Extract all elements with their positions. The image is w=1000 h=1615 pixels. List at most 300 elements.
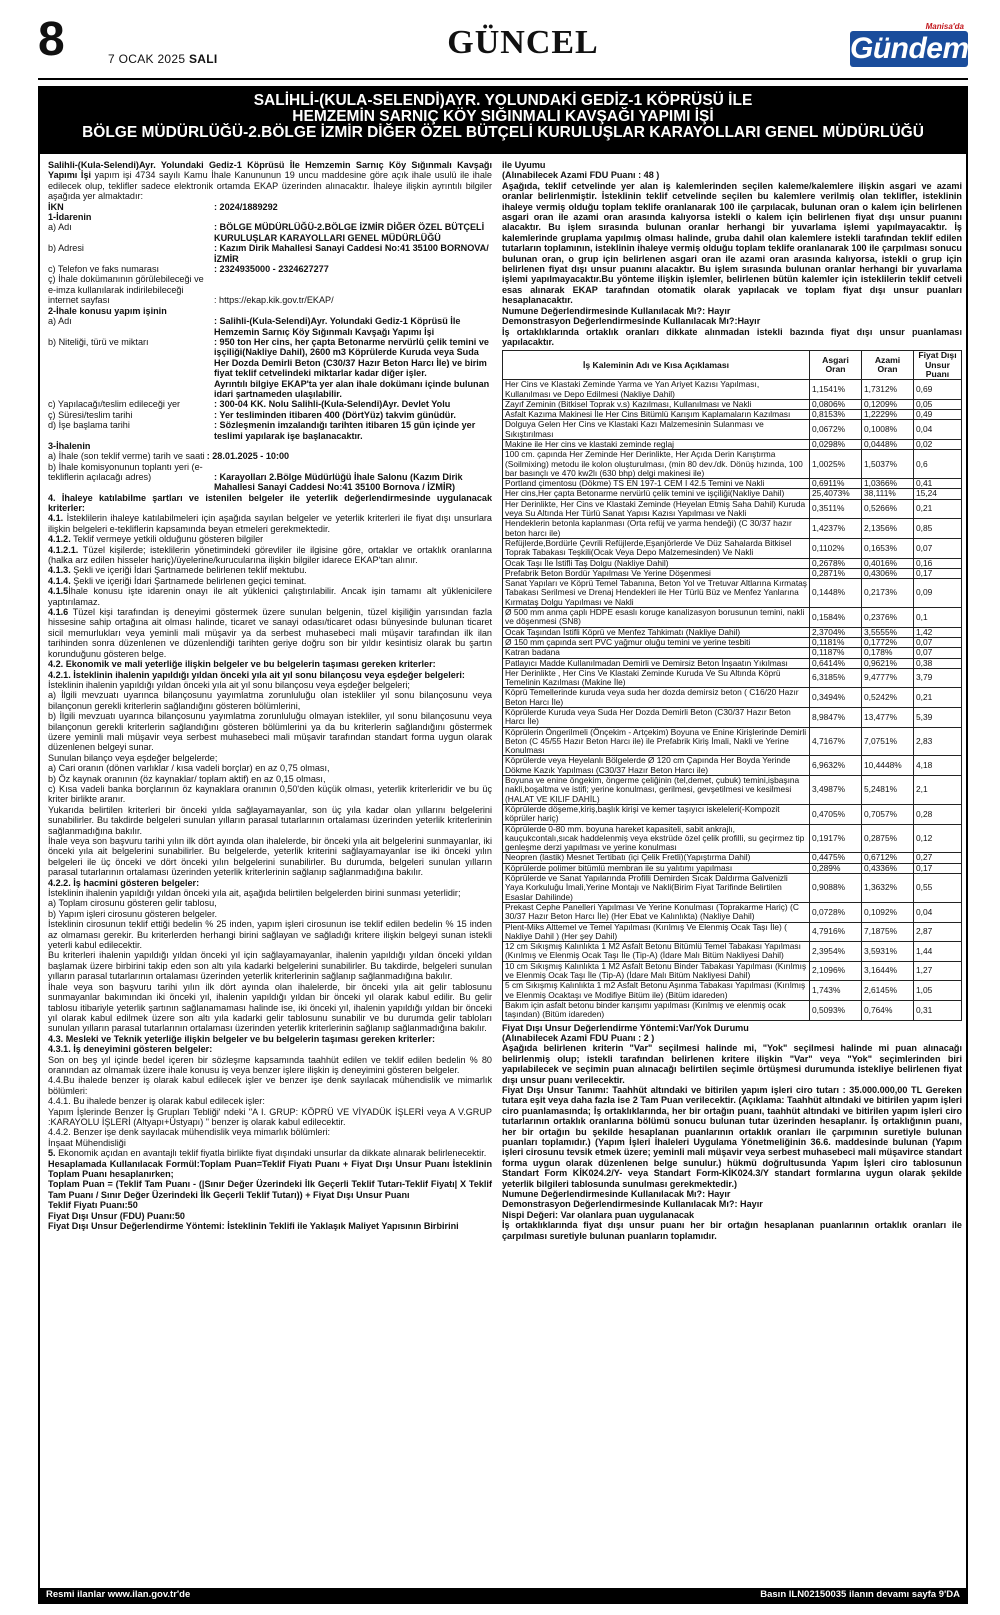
cell-pts: 1,05 [914,981,962,1001]
cell-pts: 0,6 [914,450,962,479]
table-row [503,1000,962,1020]
table-row [503,708,962,728]
cell-pts: 0,17 [914,863,962,873]
p-4-1-4 [48,576,492,586]
cell-min: 0,1187% [810,648,862,658]
table-row [503,420,962,440]
title-line-1: SALİHLİ-(KULA-SELENDİ)AYR. YOLUNDAKİ GEDİZ-1 KÖPRÜSÜ İLE [253,92,753,109]
r-11: Numune Değerlendirmesinde Kullanılacak Mı?: Hayır [502,1189,731,1199]
table-row [503,489,962,499]
masthead [38,14,968,76]
cell-min: 0,3511% [810,499,862,519]
s2a-value: : Salihli-(Kula-Selendi)Ayr. Yolundaki Gediz-1 Köprüsü İle Hemzemin Sarnıç Köy Sığınmalı Kavşağı Yapımı İşi [214,316,461,337]
left-column [48,160,492,1231]
cell-min: 0,6414% [810,658,862,668]
cell-max: 38,111% [862,489,914,499]
p-4-1-4-text: Şekli ve içeriği İdari Şartnamede belirlenen geçici teminat. [70,575,307,586]
cell-desc: Plent-Miks Alttemel ve Temel Yapılması (Kırılmış Ve Elenmiş Ocak Taşı İle) ( Nakliye Dahil ) (Her şey Dahil) [503,922,810,942]
cell-desc: Ø 150 mm çapında sert PVC yağmur oluğu temini ve yerine tesbiti [503,637,810,647]
cell-min: 1,743% [810,981,862,1001]
cell-pts: 0,41 [914,479,962,489]
cell-pts: 0,55 [914,874,962,903]
cell-min: 1,1541% [810,380,862,400]
cell-min: 0,289% [810,863,862,873]
s2c-row [48,399,492,409]
cell-max: 3,5931% [862,942,914,962]
r-9: Aşağıda belirlenen kriterin "Var" seçilmesi halinde mi, "Yok" seçilmesi halinde mi puan alınacağı belirlenmiş olup; istekli tarafından belirlenen kritere ilişkin "Var" veya "Yok" seçimlerinden biri yapılabilecek ve seçimin puan alınacağı belirtilen seçimle örtüşmesi durumunda istekliye belirlenen fiyat dışı unsur puanı verilecektir. [502,1043,962,1085]
p-4-4: 4.4.Bu ihalede benzer iş olarak kabul edilecek işler ve benzer işe denk sayılacak mühendislik ve mimarlık bölümleri: [48,1075,492,1096]
cell-min: 3,4987% [810,776,862,805]
cell-pts: 0,05 [914,399,962,409]
cell-min: 0,1448% [810,579,862,608]
tender-ad [38,86,968,1604]
s3a-label: a) İhale (son teklif verme) tarih ve saati [48,451,205,462]
s3b-label: b) İhale komisyonunun toplantı yeri (e-tekliflerin açılacağı adres) [48,461,203,483]
p-5-c: Teklif Fiyatı Puanı:50 [48,1200,138,1211]
cell-pts: 0,16 [914,558,962,568]
title-line-3: BÖLGE MÜDÜRLÜĞÜ-2.BÖLGE İZMİR DİĞER ÖZEL BÜTÇELİ KURULUŞLAR KARAYOLLARI GENEL MÜDÜRLÜĞÜ [82,124,924,141]
table-row [503,380,962,400]
cell-pts: 5,39 [914,708,962,728]
cell-max: 0,4336% [862,863,914,873]
section-3-head: 3-İhalenin [48,440,91,451]
cell-min: 1,4237% [810,519,862,539]
brand-logo [850,22,968,68]
cell-max: 5,2481% [862,776,914,805]
r-7: Fiyat Dışı Unsur Değerlendirme Yöntemi:Var/Yok Durumu [502,1022,749,1033]
p-4-2-1-a: İsteklinin ihalenin yapıldığı yıldan önceki yıla ait yıl sonu bilançosu veya eşdeğer belgeleri; [48,679,410,690]
s1a-label: a) Adı [48,222,72,233]
cell-max: 7,0751% [862,727,914,756]
s3b-row [48,462,492,493]
r-2: (Alınabilecek Azami FDU Puanı : 48 ) [502,170,660,181]
cell-min: 0,3494% [810,688,862,708]
s3a-row [48,451,492,461]
cell-pts: 0,07 [914,538,962,558]
p-4-4-1-b: Yapım İşlerinde Benzer İş Grupları Tebliği' ndeki "A I. GRUP: KÖPRÜ VE VİYADÜK İŞLERİ veya A V.GRUP :KARAYOLU İŞLERİ (Altyapı+Üstyapı) " benzer iş olarak kabul edilecektir. [48,1106,492,1127]
cell-max: 2,1356% [862,519,914,539]
masthead-rule [38,78,968,80]
table-row [503,688,962,708]
brand-top: Manisa'da [925,22,964,31]
p-4-1-5 [48,586,492,607]
table-row [503,439,962,449]
cell-pts: 0,09 [914,579,962,608]
cell-desc: Her cins,Her çapta Betonarme nervürlü çelik temini ve işçiliği(Nakliye Dahil) [503,489,810,499]
cell-max: 3,1644% [862,961,914,981]
th-desc: İş Kaleminin Adı ve Kısa Açıklaması [503,351,810,380]
cell-max: 1,2229% [862,410,914,420]
p-4-4-1: 4.4.1. Bu ihalede benzer iş olarak kabul edilecek işler: [48,1096,265,1107]
table-row [503,558,962,568]
items-table-header [503,351,962,380]
cell-desc: Her Cins ve Klastaki Zeminde Yarma ve Yan Ariyet Kazısı Yapılması, Kullanılması ve Depo Edilmesi (Nakliye Dahil) [503,380,810,400]
table-row [503,756,962,776]
s1b-label: b) Adresi [48,243,84,254]
p-4-1-2 [48,534,492,544]
cell-pts: 2,1 [914,776,962,805]
r-6: İş ortaklıklarında ortaklık oranları dikkate alınmadan istekli bazında fiyat dışı unsur puanlaması yapılacaktır. [502,326,962,347]
p-4-1-2-1-text: Tüzel kişilerde; isteklilerin yönetimindeki görevliler ile ilgisine göre, ortaklar ve ortaklık oranlarına (halka arz edilen hisseler hariç)/üyelerine/kurucularına ilişkin bilgiler idarece EKAP'tan alınır. [48,544,492,566]
p-4-1-6 [48,607,492,659]
cell-min: 0,0298% [810,439,862,449]
table-row [503,942,962,962]
table-row [503,804,962,824]
s2b-label: b) Niteliği, türü ve miktarı [48,336,149,347]
p-5-num: 5. [48,1148,56,1159]
cell-pts: 0,1 [914,608,962,628]
cell-min: 0,1584% [810,608,862,628]
r-10: Fiyat Dışı Unsur Tanımı: Taahhüt altındaki ve bitirilen yapım işleri ciro tutarı : 35.000.000,00 TL Gereken tutara eşit veya daha fazla ise 2 Tam Puan verilecektir. (Açıklama: Taahhüt altındaki ve bitirilen yapım işleri ciro puanlamasında; İş ortaklıklarında, her bir ortağın puanı, taahhüt altındaki ve bitirilen yapım işleri ciro tutarlarının ortaklık oranlarına bölümü sonucu bulunan tutar üzerinden hesaplanır. İş ortaklığının puanı, her bir ortağın bu şekilde hesaplanan puanlarının ortaklık oranları ile çarpımının suretiyle bulunan puanları toplamıdır.) (Yapım İşleri İhaleleri Uygulama Yönetmeliğinin 36.6. maddesinde bulunan (Yapım işleri cirosunu tevsik etmek üzere; yeminli mali müşavir veya serbest muhasebeci mali müşavirce standart forma uygun olarak düzenlenen belge sunulur.) hükmü doğrultusunda Yapım İşleri ciro tablosunun Standart Form KİK024.2/Y- veya Standart Form-KİK024.3/Y standart formlarına uygun olarak şekilde yeterlik bilgileri tablosunda sunulması gerekmektedir.) [502,1084,962,1189]
s2c2-label: ç) Süresi/teslim tarihi [48,409,133,420]
intro-bold: Salihli-(Kula-Selendi)Ayr. Yolundaki Gediz-1 Köprüsü İle Hemzemin Sarnıç Köy Sığınmalı Kavşağı Yapımı İşi [48,160,492,181]
s2b-value-2: Ayrıntılı bilgiye EKAP'ta yer alan ihale dokümanı içinde bulunan idari şartnameden ulaşılabilir. [214,378,490,399]
p-4-1-num: 4.1. [48,513,64,524]
cell-max: 0,0448% [862,439,914,449]
section-2-head: 2-İhale konusu yapım işinin [48,305,167,316]
r-1: ile Uyumu [502,160,546,170]
ikn-value: : 2024/1889292 [214,201,278,212]
cell-min: 0,2678% [810,558,862,568]
table-row [503,922,962,942]
cell-pts: 0,31 [914,1000,962,1020]
p-4-1-4-num: 4.1.4. [48,575,71,586]
issue-date [108,52,218,66]
cell-pts: 2,83 [914,727,962,756]
cell-desc: Köprülerde 0-80 mm. boyuna hareket kapasiteli, sabit ankrajlı, kauçukcontalı,sıcak haddelenmiş veya ekstrüde özel çelik profilli, su geçirmez tip genleşme derzi yapılması ve yerine konulması [503,824,810,853]
items-table [502,350,962,1020]
cell-desc: Köprülerde döşeme,kiriş,başlık kirişi ve kemer taşıyıcı iskeleleri(-Kompozit köprüler hariç) [503,804,810,824]
cell-min: 0,0672% [810,420,862,440]
cell-pts: 0,02 [914,439,962,449]
cell-desc: Dolguya Gelen Her Cins ve Klastaki Kazı Malzemesinin Sulanması ve Sıkıştırılması [503,420,810,440]
cell-min: 0,5093% [810,1000,862,1020]
cell-min: 0,0806% [810,399,862,409]
section-title: GÜNCEL [447,24,599,61]
cell-desc: 5 cm Sıkışmış Kalınlıkta 1 m2 Asfalt Betonu Aşınma Tabakası Yapılması (Kırılmış ve Elenmiş Ocaktaşı ve Modifiye Bitüm ile) (Bitüm idareden) [503,981,810,1001]
cell-desc: Zayıf Zeminin (Bitkisel Toprak v.s) Kazılması, Kullanılması ve Nakli [503,399,810,409]
table-row [503,637,962,647]
cell-min: 8,9847% [810,708,862,728]
cell-max: 1,7312% [862,380,914,400]
table-row [503,627,962,637]
cell-desc: Bakım için asfalt betonu binder karışımı yapılması (Kırılmış ve elenmiş ocak taşından) (Bitüm idareden) [503,1000,810,1020]
s3a-value: : 28.01.2025 - 10:00 [206,451,290,462]
table-row [503,981,962,1001]
s1a-value: : BÖLGE MÜDÜRLÜĞÜ-2.BÖLGE İZMİR DİĞER ÖZEL BÜTÇELİ KURULUŞLAR KARAYOLLARI GENEL MÜDÜRLÜĞÜ [214,222,485,243]
s2c-label: c) Yapılacağı/teslim edileceği yer [48,399,181,410]
cell-max: 0,1653% [862,538,914,558]
cell-min: 25,4073% [810,489,862,499]
s1a-row [48,222,492,243]
intro [48,160,492,202]
s2b-row [48,337,492,399]
p-4-2-2-c: b) Yapım işleri cirosunu gösteren belgeler. [48,908,217,919]
table-row [503,853,962,863]
cell-desc: 10 cm Sıkışmış Kalınlıkta 1 M2 Asfalt Betonu Binder Tabakası Yapılması (Kırılmış ve Elenmiş Ocak Taşı İle (Tip-A) (İdare Malı Bitüm Nakliyesi Dahil) [503,961,810,981]
cell-desc: Portland çimentosu (Dökme) TS EN 197-1 CEM I 42.5 Temini ve Nakli [503,479,810,489]
cell-min: 0,1917% [810,824,862,853]
p-5-d: Fiyat Dışı Unsur (FDU) Puanı:50 [48,1210,185,1221]
cell-max: 0,1209% [862,399,914,409]
cell-desc: Köprülerde Kuruda veya Suda Her Dozda Demirli Beton (C30/37 Hazır Beton Harcı İle) [503,708,810,728]
cell-max: 1,0366% [862,479,914,489]
cell-max: 0,1008% [862,420,914,440]
cell-desc: Ocak Taşı İle İstifli Taş Dolgu (Nakliye Dahil) [503,558,810,568]
cell-pts: 2,87 [914,922,962,942]
cell-pts: 0,69 [914,380,962,400]
p-5 [48,1148,492,1158]
cell-min: 4,7167% [810,727,862,756]
cell-desc: Köprülerin Öngerilmeli (Önçekim - Artçekim) Boyuna ve Enine Kirişlerinde Demirli Beton (C 45/55 Hazır Beton Harcı ile) ile Prefabrik Kiriş İmali, Nakli ve Yerine Konulması [503,727,810,756]
p-4-2-head: 4.2. Ekonomik ve mali yeterliğe ilişkin belgeler ve bu belgelerin taşıması gereken kriterler: [48,659,436,670]
footer-right: Basın ILN02150035 ilanın devamı sayfa 9'DA [760,1589,960,1600]
cell-pts: 0,17 [914,568,962,578]
table-row [503,658,962,668]
section-1-head: 1-İdarenin [48,212,92,223]
cell-desc: Sanat Yapıları ve Köprü Temel Tabanına, Beton Yol ve Tretuvar Altlarına Kırmataş Tabakası Serilmesi ve Drenaj Hendekleri ile Her Türlü Büz ve Menfez Yanlarına Kırmataş Dolgu Yapılması ve Nakli [503,579,810,608]
cell-max: 0,2173% [862,579,914,608]
cell-pts: 0,07 [914,637,962,647]
cell-max: 0,6712% [862,853,914,863]
cell-desc: Ø 500 mm anma çaplı HDPE esaslı koruge kanalizasyon borusunun temini, nakli ve döşenmesi (SN8) [503,608,810,628]
cell-min: 2,1096% [810,961,862,981]
table-row [503,538,962,558]
weekday-text: SALI [189,52,218,66]
cell-max: 0,2875% [862,824,914,853]
p-5-a: Hesaplamada Kullanılacak Formül:Toplam Puan=Teklif Fiyatı Puanı + Fiyat Dışı Unsur Puanı İsteklinin Toplam Puanı hesaplanırken; [48,1158,492,1179]
section-4-head: 4. İhaleye katılabilme şartları ve istenilen belgeler ile yeterlik değerlendirmesinde uygulanacak kriterler: [48,492,492,513]
table-row [503,727,962,756]
r-4: Numune Değerlendirmesinde Kullanılacak Mı?: Hayır [502,305,731,316]
s1c-row [48,264,492,274]
table-row [503,399,962,409]
p-4-1-2-num: 4.1.2. [48,534,71,545]
r-5: Demonstrasyon Değerlendirmesinde Kullanılacak Mı?:Hayır [502,316,761,327]
cell-max: 3,5555% [862,627,914,637]
r-8: (Alınabilecek Azami FDU Puanı : 2 ) [502,1032,655,1043]
cell-max: 1,3632% [862,874,914,903]
p-4-2-2-e: Bu kriterleri ihalenin yapıldığı yıldan önceki yıl için sağlayamayanlar, ihalenin yapıldığı yıldan önceki yıldan başlamak üzere birbirini takip eden son altı yıla kadarki belgelerini sunabilirler. Bu takdirde, belgeleri sunulan yılların parasal tutarlarının ortalaması üzerinden yeterlik kriterlerinin sağlanıp sağlanmadığına bakılır. [48,950,492,982]
table-row [503,499,962,519]
cell-max: 0,178% [862,648,914,658]
cell-desc: Makine ile Her cins ve klastaki zeminde reglaj [503,439,810,449]
cell-desc: Her Derinlikte , Her Cins Ve Klastaki Zeminde Kuruda Ve Su Altında Köprü Temelinin Kazılması (Makine İle) [503,668,810,688]
p-4-3-head: 4.3. Mesleki ve Teknik yeterliğe ilişkin belgeler ve bu belgelerin taşıması gereken kriterler: [48,1033,436,1044]
p-4-1-6-num: 4.1.6 [48,607,69,618]
cell-pts: 0,49 [914,410,962,420]
cell-max: 0,5242% [862,688,914,708]
cell-pts: 0,04 [914,420,962,440]
cell-pts: 1,44 [914,942,962,962]
ikn-row [48,202,492,212]
s1b-row [48,243,492,264]
cell-min: 0,2871% [810,568,862,578]
cell-desc: 100 cm. çapında Her Zeminde Her Derinlikte, Her Açıda Derin Karıştırma (Soilmixing) metodu ile kolon oluşturulması, (min 80 dev./dk. Dönüş hızında, 100 bar basınçlı ve 470 kw2lı (630 bhp) delgi makinesi ile) [503,450,810,479]
cell-pts: 3,79 [914,668,962,688]
r-12: Demonstrasyon Değerlendirmesinde Kullanılacak Mı?: Hayır [502,1199,763,1210]
r-13: Nispi Değeri: Var olanlara puan uygulanacak [502,1209,695,1220]
p-4-2-2-head: 4.2.2. İş hacmini gösteren belgeler: [48,877,200,888]
cell-desc: Prekast Cephe Panelleri Yapılması Ve Yerine Konulması (Toprakarme Hariç) (C 30/37 Hazır Beton Harcı İle) (Her Ebat ve Kalınlıkta) (Nakliye Dahil) [503,902,810,922]
s2c2-row [48,410,492,420]
cell-max: 7,1875% [862,922,914,942]
cell-max: 10,4448% [862,756,914,776]
cell-max: 0,1772% [862,637,914,647]
p-4-1-3-text: Şekli ve içeriği İdari Şartnamede belirlenen teklif mektubu. [70,565,307,576]
r-14: İş ortaklıklarında fiyat dışı unsur puanı her bir ortağın hesaplanan puanlarının ortaklık oranları ile çarpılması suretiyle bulunan puanların toplamıdır. [502,1220,962,1241]
cell-desc: Köprülerde veya Heyelanlı Bölgelerde Ø 120 cm Çapında Her Boyda Yerinde Dökme Kazık Yapılması (C30/37 Hazır Beton Harcı ile) [503,756,810,776]
p-4-1-5-text: İhale konusu işte idarenin onayı ile alt yüklenici çalıştırılabilir. Ancak işin tamamı alt yüklenicilere yaptırılamaz. [48,586,492,607]
th-max: Azami Oran [862,351,914,380]
s2d-value: : Sözleşmenin imzalandığı tarihten itibaren 15 gün içinde yer teslimi yapılarak işe başlanacaktır. [214,420,476,441]
p-5-e: Fiyat Dışı Unsur Değerlendirme Yöntemi: İsteklinin Teklifi ile Yaklaşık Maliyet Yapısının Birbirini [48,1221,459,1232]
s1c2-label: ç) İhale dokümanının görülebileceği ve e-imza kullanılarak indirilebileceği internet sayfası [48,274,204,306]
s2a-row [48,316,492,337]
s1c2-row [48,274,492,305]
cell-min: 2,3704% [810,627,862,637]
p-4-3-1-head: 4.3.1. İş deneyimini gösteren belgeler: [48,1044,213,1055]
cell-desc: Patlayıcı Madde Kullanılmadan Demirli ve Demirsiz Beton İnşaatın Yıkılması [503,658,810,668]
cell-min: 0,1102% [810,538,862,558]
cell-min: 6,9632% [810,756,862,776]
table-row [503,410,962,420]
p-4-2-2-f: İhale veya son başvuru tarihi yılın ilk dört ayında olan ihalelerde, bir önceki yıla ait gelir tablosunu sunmayanlar bakımından iki önceki yıl, ihalenin yapıldığı yıldan bir önceki yıl olarak kabul edilir. Bu gelir tablosu itibariyle yeterlik şartının sağlanamaması halinde ise, iki önceki yıl, ihalenin yapıldığı yıldan bir önceki yıl olarak kabul edilmek üzere son altı yıla kadarki gelir tablosunu sunabilir ve bu durumda gelir tabloları sunulan yılların parasal tutarlarının ortalaması üzerinden yeterlik kriterlerinin sağlanıp sağlanmadığına bakılır. [48,981,492,1034]
p-5-text: Ekonomik açıdan en avantajlı teklif fiyatla birlikte fiyat dışındaki unsurlar da dikkate alınarak belirlenecektir. [55,1148,487,1159]
table-row [503,519,962,539]
cell-pts: 4,18 [914,756,962,776]
table-row [503,450,962,479]
p-4-1-3-num: 4.1.3. [48,565,71,576]
p-4-2-1-head: 4.2.1. İsteklinin ihalenin yapıldığı yıldan önceki yıla ait yıl sonu bilançosu veya eşdeğer belgeleri: [48,669,465,680]
table-row [503,479,962,489]
cell-pts: 0,04 [914,902,962,922]
ikn-label: İKN [48,201,64,212]
ekap-link[interactable]: : https://ekap.kik.gov.tr/EKAP/ [214,295,334,306]
p-4-1-3 [48,565,492,575]
cell-pts: 0,28 [914,804,962,824]
th-pts: Fiyat Dışı Unsur Puanı [914,351,962,380]
cell-pts: 0,07 [914,648,962,658]
cell-min: 0,8153% [810,410,862,420]
p-4-2-1-e: a) Cari oranın (dönen varlıklar / kısa vadeli borçlar) en az 0,75 olması, [48,763,330,774]
cell-max: 2,6145% [862,981,914,1001]
p-4-1-2-1 [48,545,492,566]
cell-min: 0,6911% [810,479,862,489]
footer-left[interactable]: Resmi ilanlar www.ilan.gov.tr'de [46,1589,191,1600]
cell-max: 13,477% [862,708,914,728]
s2d-row [48,420,492,441]
cell-min: 0,4475% [810,853,862,863]
p-4-2-1-d: Sunulan bilanço veya eşdeğer belgelerde; [48,752,218,763]
cell-max: 0,4016% [862,558,914,568]
s1c-value: : 2324935000 - 2324627277 [214,264,329,275]
ad-title [40,88,966,154]
cell-desc: Boyuna ve enine öngekim, öngerme çeliğinin (tel,demet, çubuk) temini,işbaşına nakli,boşaltma ve istifi; yerine konulması, gerilmesi, gevşetilmesi ve kesilmesi (HALAT VE KILIF DAHİL) [503,776,810,805]
cell-min: 0,9088% [810,874,862,903]
s2c2-value: : Yer tesliminden itibaren 400 (DörtYüz) takvim günüdür. [214,409,456,420]
table-row [503,608,962,628]
cell-min: 2,3954% [810,942,862,962]
cell-desc: Prefabrik Beton Bordür Yapılması Ve Yerine Döşenmesi [503,568,810,578]
cell-min: 0,4705% [810,804,862,824]
p-4-2-1-f: b) Öz kaynak oranının (öz kaynaklar/ toplam aktif) en az 0,15 olması, [48,773,326,784]
page-number: 8 [38,13,65,66]
cell-desc: Refüjlerde,Bordürle Çevrili Refüjlerde,Eşanjörlerde Ve Düz Sahalarda Bitkisel Toprak Tabakası Teşkili(Ocak Veya Depo Malzemesinden) Ve Nakli [503,538,810,558]
cell-min: 6,3185% [810,668,862,688]
p-4-4-2: 4.4.2. Benzer işe denk sayılacak mühendislik veya mimarlık bölümleri: [48,1127,331,1138]
table-row [503,579,962,608]
table-row [503,568,962,578]
p-4-1 [48,513,492,534]
p-4-1-2-text: Teklif vermeye yetkili olduğunu gösteren bilgiler [70,534,264,545]
cell-desc: Asfalt Kazıma Makinesi İle Her Cins Bitümlü Karışım Kaplamaların Kazılması [503,410,810,420]
p-4-1-5-num: 4.1.5 [48,586,69,597]
brand-name: Gündem [850,32,969,65]
title-line-2: HEMZEMİN SARNIÇ KÖY SIĞINMALI KAVŞAĞI YAPIMI İŞİ [292,108,714,125]
cell-pts: 0,27 [914,853,962,863]
cell-desc: Ocak Taşından İstifli Köprü ve Menfez Tahkimatı (Nakliye Dahil) [503,627,810,637]
table-row [503,776,962,805]
table-row [503,874,962,903]
cell-desc: Katran badana [503,648,810,658]
p-4-1-text: İsteklilerin ihaleye katılabilmeleri için aşağıda sayılan belgeler ve yeterlik kriterleri ile fiyat dışı unsurlara ilişkin belgeleri e-tekliflerin kapsamında beyan etmeleri gerekmektedir. [48,513,492,534]
s2d-label: d) İşe başlama tarihi [48,420,130,431]
cell-desc: Her Derinlikte, Her Cins ve Klastaki Zeminde (Heyelan Etmiş Saha Dahil) Kuruda veya Su Altında Her Türlü Sanat Yapısı Kazısı Yapılması ve Nakli [503,499,810,519]
cell-min: 0,1181% [810,637,862,647]
p-4-3-1: Son on beş yıl içinde bedel içeren bir sözleşme kapsamında taahhüt edilen ve teklif edilen bedelin % 80 oranından az olmamak üzere ihale konusu iş veya benzer işlere ilişkin iş deneyimini gösteren belgeler. [48,1054,492,1075]
cell-max: 0,9621% [862,658,914,668]
s1b-value: : Kazım Dirik Mahallesi Sanayi Caddesi No:41 35100 BORNOVA/İZMİR [214,243,489,264]
table-row [503,902,962,922]
table-row [503,668,962,688]
cell-max: 0,2376% [862,608,914,628]
cell-max: 0,4306% [862,568,914,578]
table-row [503,824,962,853]
p-4-2-1-c: b) İlgili mevzuatı uyarınca bilançosunu yayımlatma zorunluluğu olmayan istekliler, yıl sonu bilançosunu veya bilançonun gerekli kriterlerin sağlandığını gösteren bölümlerini ya da bu kriterlerin sağlandığını göstermek üzere yeminli mali müşavir veya serbest muhasebeci mali müşavir tarafından standart forma uygun olarak düzenlenen belgeyi sunar. [48,711,492,753]
right-column [502,160,962,1241]
cell-min: 4,7916% [810,922,862,942]
s3b-value: : Karayolları 2.Bölge Müdürlüğü İhale Salonu (Kazım Dirik Mahallesi Sanayi Caddesi No:41 35100 Bornova / İZMİR) [214,471,463,493]
p-4-2-1-g: c) Kısa vadeli banka borçlarının öz kaynaklara oranının 0,50'den küçük olması, yeterlik kriterleridir ve bu üç kriter birlikte aranır. [48,783,492,805]
p-4-2-2-b: a) Toplam cirosunu gösteren gelir tablosu, [48,898,217,909]
cell-desc: Hendeklerin betonla kaplanması (Orta refüj ve yarma hendeği) (C 30/37 hazır beton harcı ile) [503,519,810,539]
s2c-value: : 300-04 KK. Nolu Salihli-(Kula-Selendi)Ayr. Devlet Yolu [214,399,451,410]
cell-pts: 0,12 [914,824,962,853]
cell-max: 1,5037% [862,450,914,479]
p-4-1-6-text: Tüzel kişi tarafından iş deneyimi göstermek üzere sunulan belgenin, tüzel kişiliğin yarısından fazla hissesine sahip ortağına ait olması halinde, ticaret ve sanayi odası/ticaret odası bünyesinde bulunan ticaret sicil memurlukları veya yeminli mali müşavir ya da serbest muhasebeci mali müşavir tarafından ilk ilan tarihinden sonra düzenlenen ve düzenlendiği tarihten geriye doğru son bir yıldır kesintisiz olarak bu şartın korunduğunu gösteren belge. [48,607,492,659]
cell-desc: Köprülerde polimer bitümlü membran ile su yalıtımı yapılması [503,863,810,873]
cell-desc: Köprülerde ve Sanat Yapılarında Profilli Demirden Sıcak Daldırma Galvenizli Yaya Korkuluğu İmali,Yerine Montajı ve Nakli(Birim Fiyat Tarifinde Belirtilen Esaslar Dahilinde) [503,874,810,903]
cell-max: 0,7057% [862,804,914,824]
p-4-2-2-d: İsteklinin cirosunun teklif ettiği bedelin % 25 inden, yapım işleri cirosunun ise teklif edilen bedelin % 15 inden az olmaması gerekir. Bu kriterlerden herhangi birini sağlayan ve sağladığı kritere ilişkin belgeyi sunan istekli yeterli kabul edilecektir. [48,919,492,951]
cell-min: 1,0025% [810,450,862,479]
s1c-label: c) Telefon ve faks numarası [48,264,160,275]
p-4-2-1-i: İhale veya son başvuru tarihi yılın ilk dört ayında olan ihalelerde, bir önceki yıla ait belgelerini sunmayanlar, iki önceki yıla ait belgelerini sunabilirler. Bu belgelerde, yeterlik kriterini sağlayamayanlar ise iki önceki yılın belgeleri ile üç önceki ve dört önceki yılın belgelerini sunabilirler. Bu durumda, belgeleri sunulan yılların parasal tutarlarının ortalaması üzerinden yeterlik kriterlerinin sağlanıp sağlanmadığına bakılır. [48,836,492,878]
s2a-label: a) Adı [48,316,72,327]
cell-max: 9,4777% [862,668,914,688]
p-4-2-1-b: a) İlgili mevzuatı uyarınca bilançosunu yayımlatma zorunluluğu olan istekliler yıl sonu bilançosunu veya bilançonun gerekli kriterlerin sağlandığını gösteren bölümlerini, [48,690,492,711]
cell-max: 0,764% [862,1000,914,1020]
date-text: 7 OCAK 2025 [108,52,186,66]
cell-pts: 1,27 [914,961,962,981]
cell-pts: 0,21 [914,499,962,519]
cell-pts: 0,85 [914,519,962,539]
cell-pts: 1,42 [914,627,962,637]
cell-max: 0,1092% [862,902,914,922]
p-4-1-2-1-num: 4.1.2.1. [48,544,79,555]
p-4-2-1-h: Yukarıda belirtilen kriterleri bir önceki yılda sağlayamayanlar, son üç yıla kadar olan yıllarını belgelerini sunabilirler. Bu takdirde belgeleri sunulan yılların parasal tutarlarının ortalaması üzerinden yeterlik kriterlerinin sağlanmadığına bakılır. [48,804,492,836]
